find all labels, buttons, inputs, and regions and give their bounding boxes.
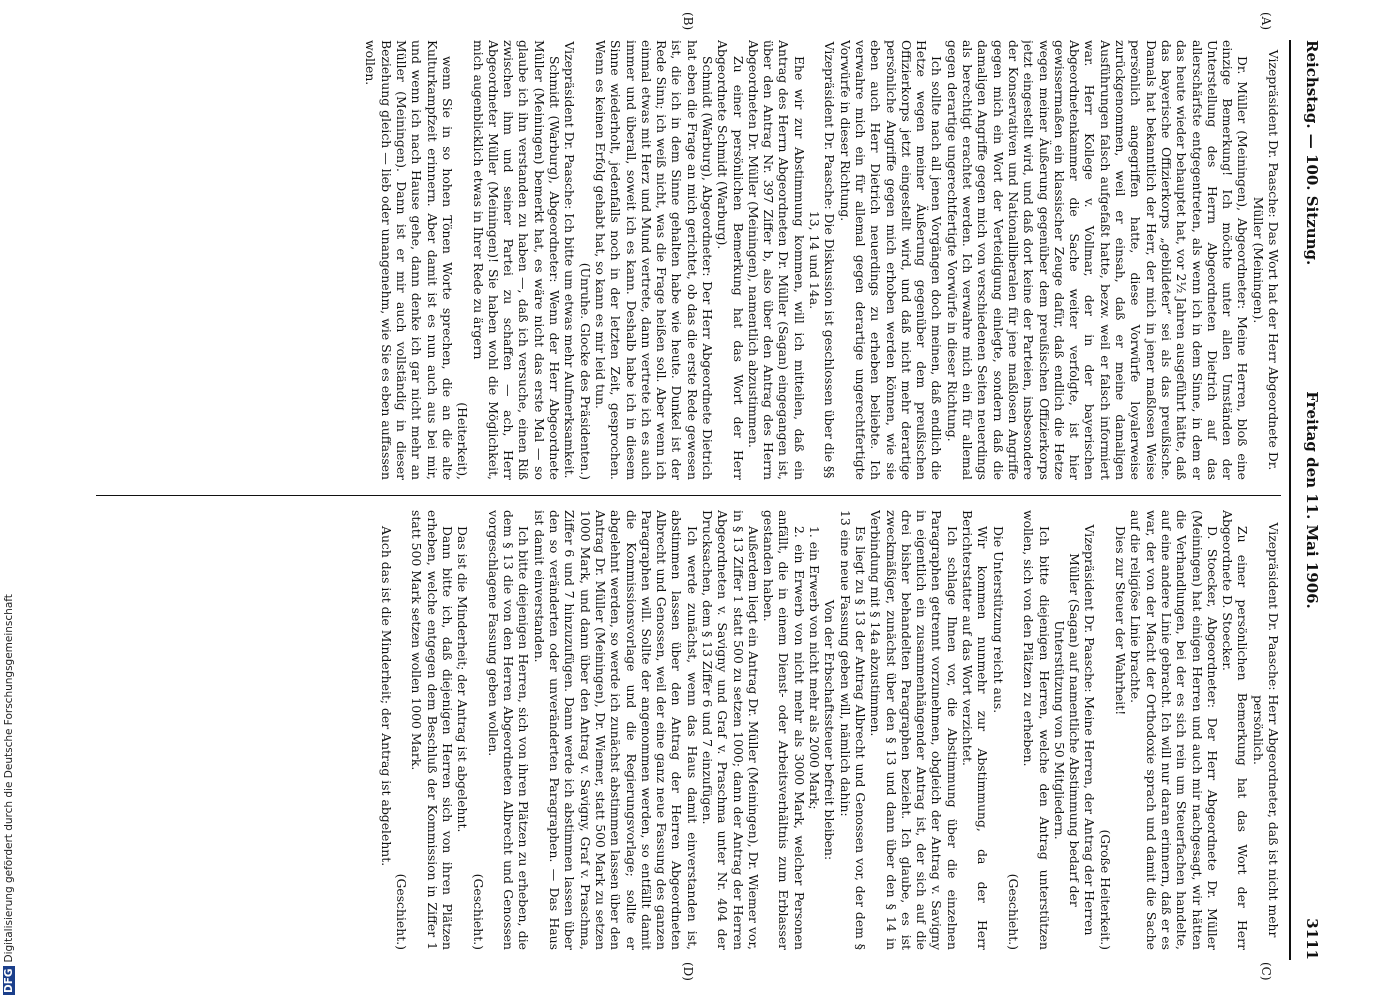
paragraph: Die Unterstützung reicht aus. [990, 526, 1006, 714]
paragraph: Außerdem liegt ein Antrag Dr. Müller (Meiningen), Dr. Wiemer vor, in § 13 Ziffer 1 statt 500 zu setzen 1000; dann der Antrag der Herren Abgeordneten v. Savigny und Graf v. Praschma unter Nr. 404 der Drucksachen, dem § 13 Ziffer 6 und 7 einzufügen. [700, 510, 761, 950]
paragraph: 2. ein Erwerb von nicht mehr als 3000 Mark, welcher Personen anfällt, die in einem Dienst- oder Arbeitsverhältnis zum Erblasser gestanden haben. [761, 510, 807, 950]
paragraph: Schmidt (Warburg), Abgeordneter: Wenn der Herr Abgeordnete Müller (Meiningen) bemerkt hat, es wäre nicht das erste Mal — so glaube ich ihn verstanden zu haben —, daß ich versuche, einen Riß zwischen ihm und seiner Partei zu schaffen — ach, Herr Abgeordneter Müller (Meiningen)! Sie haben wohl die Möglichkeit, mich augenblicklich etwas in Ihrer Rede zu ärgern [470, 40, 563, 480]
paragraph: Ehe wir zur Abstimmung kommen, will ich mitteilen, daß ein Antrag des Herrn Abgeordneten Dr. Müller (Sagan) eingegangen ist, über den Antrag Nr. 397 Ziffer b, also über den Antrag des Herrn Abgeordneten Dr. Müller (Meiningen), namentlich abzustimmen. [745, 40, 807, 480]
dfg-logo: DFG [3, 968, 15, 993]
column-divider [96, 495, 1281, 496]
paragraph: (Heiterkeit), [455, 402, 471, 480]
paragraph: Vizepräsident Dr. Paasche: Herr Abgeordneter, daß ist nicht mehr persönlich. [1250, 522, 1281, 938]
right-column [96, 510, 1281, 950]
paragraph: 1. ein Erwerb von nicht mehr als 2000 Mark; [807, 526, 823, 810]
paragraph: Ich bitte diejenigen Herren, sich von ihren Plätzen zu erheben, die dem § 13 die von den Herren Abgeordneten Albrecht und Genossen vorgeschlagene Fassung geben wollen. [485, 510, 532, 950]
paragraph: Es liegt zu § 13 der Antrag Albrecht und Genossen vor, der dem § 13 eine neue Fassung geben will, nämlich dahin: [837, 510, 868, 950]
margin-letter-d: (D) [681, 962, 695, 981]
paragraph: (Geschieht.) [1005, 873, 1021, 950]
paragraph: Dann bitte ich, daß diejenigen Herren sich von ihren Plätzen erheben, welche entgegen dem Beschluß der Kommission in Ziffer 1 statt 500 Mark setzen wollen 1000 Mark. [409, 510, 455, 950]
paragraph: Zu einer persönlichen Bemerkung hat das Wort der Herr Abgeordnete D. Stoecker. [1220, 510, 1251, 950]
paragraph: Dies zur Steuer der Wahrheit! [1113, 526, 1129, 716]
footer-text: Digitalisierung gefördert durch die Deutsche Forschungsgemeinschaft [3, 594, 15, 963]
paragraph: Vizepräsident Dr. Paasche: Das Wort hat der Herr Abgeordnete Dr. Müller (Meiningen). [1250, 49, 1281, 471]
paragraph: Auch das ist die Minderheit; der Antrag ist abgelehnt. [378, 526, 394, 867]
paragraph: Schmidt (Warburg), Abgeordneter: Der Herr Abgeordnete Dietrich hat eben die Frage an mich gerichtet, ob das die erste Rede gewesen ist, die ich in dem Sinne gehalten habe wie heute. Dunkel ist der Rede Sinn; ich weiß nicht, was die Frage heißen soll. Aber wenn ich einmal etwas mit Herz und Mund vertrete, dann vertrete ich es auch immer und überall, soweit ich es kann. Deshalb habe ich in diesem Sinne wiederholt, jedenfalls noch in der letzten Zeit, gesprochen. Wenn es keinen Erfolg gehabt hat, so kann es mir leid tun. [592, 40, 716, 480]
paragraph: Das ist die Minderheit; der Antrag ist abgelehnt. [455, 526, 471, 833]
page-header [1289, 40, 1325, 960]
paragraph: Zu einer persönlichen Bemerkung hat das Wort der Herr Abgeordnete Schmidt (Warburg). [715, 40, 746, 480]
paragraph: Wir kommen nunmehr zur Abstimmung, da der Herr Berichterstatter auf das Wort verzichtet. [960, 510, 991, 950]
paragraph: D. Stoecker, Abgeordneter: Der Herr Abgeordnete Dr. Müller (Meiningen) hat einigen Herren und auch mir nachgesagt, wir hätten die Verhandlungen, bei der es sich rein um Steuerfachen handelte, auf eine andere Linie gebracht. Ich will nur daran erinnern, daß er es war, der von der Macht der Orthodoxie sprach und damit die Sache auf die religiöse Linie brachte. [1128, 510, 1220, 950]
margin-letter-c: (C) [1259, 962, 1273, 981]
paragraph: Vizepräsident Dr. Paasche: Ich bitte um etwas mehr Aufmerksamkeit. [562, 41, 578, 479]
paragraph: Ich schlage Ihnen vor, die Abstimmung über die einzelnen Paragraphen getrennt vorzunehmen, obgleich der Antrag v. Savigny in eigentlich ein zusammenhängender Antrag ist, der sich auf die drei bisher behandelten Paragraphen bezieht. Ich glaube, es ist zweckmäßiger, zunächst über den § 13 und dann über den § 14 in Verbindung mit § 14a abzustimmen. [868, 510, 960, 950]
digitization-footer [3, 594, 15, 995]
paragraph: Dr. Müller (Meiningen), Abgeordneter: Meine Herren, bloß eine einzige Bemerkung! Ich möchte unter allen Umständen der Unterstellung des Herrn Abgeordneten Dietrich auf das allerschärfste entgegentreten, als wenn ich in dem Sinne, in dem er das heute wieder behauptet hat, vor 2½ Jahren ausgeführt hätte, daß das bayerische Offizierkorps „gebildeter“ sei als das preußische. Damals hat bekanntlich der Herr, der mich in jener maßlosen Weise persönlich angegriffen hatte, diese Vorwürfe loyalerweise zurückgenommen, weil er einsah, daß er meine damaligen Ausführungen falsch aufgefaßt hatte, bezw. weil er falsch informiert war. Herr Kollege v. Vollmar, der in der bayerischen Abgeordnetenkammer die Sache weiter verfolgte, ist hier gewissermaßen ein klassischer Zeuge dafür, daß endlich die Hetze wegen meiner Äußerung gegenüber dem preußischen Offizierkorps jetzt eingestellt wird, und daß dort keine der Parteien, insbesondere der Konservativen und Nationalliberalen für jene maßlosen Angriffe gegen mich ein Wort der Verteidigung einlegte, sondern daß die damaligen Angriffe gegen mich von verschiedenen Seiten neuerdings als berechtigt erachtet werden. Ich verwahre mich ein für allemal gegen derartige ungerechtfertigte Vorwürfe in dieser Richtung. [944, 40, 1251, 480]
paragraph: Vizepräsident Dr. Paasche: Meine Herren, der Antrag der Herren Müller (Sagan) auf namentliche Abstimmung bedarf der Unterstützung von 50 Mitgliedern. [1051, 524, 1098, 936]
paragraph: Ich bitte diejenigen Herren, welche den Antrag unterstützen wollen, sich von den Plätzen zu erheben. [1021, 510, 1052, 950]
paragraph: (Geschieht.) [394, 873, 410, 950]
header-page-number: 3111 [1303, 918, 1321, 960]
margin-letter-b: (B) [681, 12, 695, 31]
paragraph: (Unruhe. Glocke des Präsidenten.) [577, 262, 593, 480]
paragraph: Von der Erbschaftssteuer befreit bleiben: [822, 599, 838, 861]
paragraph: Ich sollte nach all jenen Vorgängen doch meinen, daß endlich die Hetze wegen meiner Äußerung gegenüber dem preußischen Offizierkorps jetzt eingestellt wird, und daß nicht mehr derartige persönliche Angriffe gegen mich erhoben werden können, wie sie eben auch Herr Dietrich neuerdings zu erheben beliebte. Ich verwahre mich ein für allemal gegen derartige ungerechtfertigte Vorwürfe in dieser Richtung. [837, 40, 945, 480]
header-date: Freitag den 11. Mai 1906. [1303, 391, 1321, 609]
paragraph: (Geschieht.) [470, 873, 486, 950]
paragraph: Vizepräsident Dr. Paasche: Die Diskussion ist geschlossen über die §§ 13, 14 und 14a. [807, 41, 838, 479]
left-column [96, 40, 1281, 480]
header-session: Reichstag. — 100. Sitzung. [1303, 40, 1321, 266]
paragraph: (Große Heiterkeit.) [1097, 829, 1113, 950]
margin-letter-a: (A) [1259, 12, 1273, 31]
rotated-page-content [75, 12, 1325, 981]
paragraph: wenn Sie in so hohen Tönen Worte sprechen, die an die alte Kulturkampfzeit erinnern. Aber damit ist es nun auch aus bei mir, und wenn ich nach Hause gehe, dann denke ich gar nicht mehr an Müller (Meiningen). Dann ist er mir auch vollständig in dieser Beziehung gleich — lieb oder unangenehm, wie Sie es eben auffassen wollen. [363, 40, 455, 480]
paragraph: Ich werde zunächst, wenn das Haus damit einverstanden ist, abstimmen lassen über den Antrag der Herren Abgeordneten Albrecht und Genossen, weil der eine ganz neue Fassung des ganzen Paragraphen will. Sollte der angenommen werden, so entfällt damit die Kommissionsvorlage und die Regierungsvorlage; sollte er abgelehnt werden, so werde ich zunächst abstimmen lassen über den Antrag Dr. Müller (Meiningen), Dr. Wiemer, statt 500 Mark zu setzen 1000 Mark, und dann über den Antrag v. Savigny, Graf v. Praschma, Ziffer 6 und 7 hinzuzufügen. Dann werde ich abstimmen lassen über den so veränderten oder unveränderten Paragraphen. — Das Haus ist damit einverstanden. [531, 510, 700, 950]
